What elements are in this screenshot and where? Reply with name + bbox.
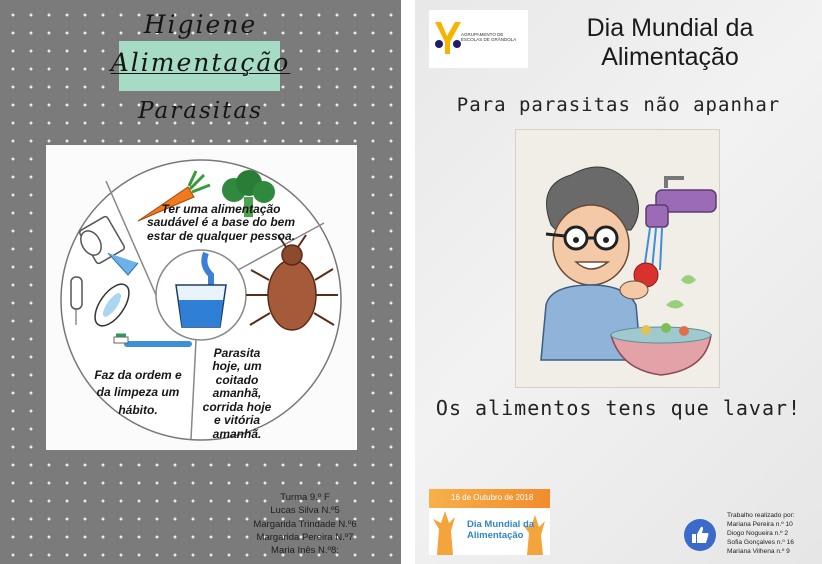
work-credit-name: Diogo Nogueira n.º 2 [727, 530, 789, 537]
work-credit-name: Mariana Pereira n.º 10 [727, 521, 793, 528]
credit-line: Turma 9.º F [280, 492, 330, 503]
wheel-text-healthy-eating: Ter uma alimentação saudável é a base do bem estar de qualquer pessoa. [146, 202, 296, 243]
title-alimentacao: Alimentação [110, 48, 291, 77]
school-logo [429, 10, 528, 68]
right-page [415, 0, 822, 564]
credit-line: Margarida Pereira N.º7 [256, 531, 354, 543]
work-credit-name: Sofia Gonçalves n.º 16 [727, 539, 794, 546]
logo-text: AGRUPAMENTO DE ESCOLAS DE GRÂNDOLA [461, 32, 517, 42]
left-page [0, 0, 401, 564]
work-credits-heading: Trabalho realizado por: [727, 512, 795, 519]
work-credit-name: Mariana Vilhena n.º 9 [727, 548, 790, 555]
title-parasitas: Parasitas [138, 98, 263, 124]
like-icon[interactable] [684, 519, 716, 551]
wheel-text-parasite: Parasita hoje, um coitado amanhã, corrida hoje e vitória amanhã. [202, 346, 272, 441]
hygiene-wheel-poster [46, 145, 357, 450]
page-title: Dia Mundial da Alimentação [586, 14, 754, 71]
logo-mark-icon [431, 18, 465, 58]
handwashing-drawing [515, 129, 720, 388]
banner-date: 16 de Outubro de 2018 [451, 493, 534, 502]
credit-line: Margarida Trindade N.º6 [253, 518, 357, 530]
slogan-bottom: Os alimentos tens que lavar! [435, 396, 802, 420]
child-washing-food-illustration [516, 130, 721, 389]
slogan-top: Para parasitas não apanhar [456, 94, 781, 116]
world-food-day-banner [429, 489, 550, 555]
credit-line: Maria Inês N.º8: [271, 545, 339, 557]
title-higiene: Higiene [143, 10, 258, 39]
wheel-text-cleanliness: Faz da ordem e da limpeza um hábito. [94, 368, 182, 417]
banner-title: Dia Mundial da Alimentação [467, 519, 535, 541]
thumbs-up-icon [684, 519, 716, 551]
credit-line: Lucas Silva N.º5 [270, 505, 340, 517]
class-credits [240, 491, 370, 557]
work-credits [727, 511, 822, 556]
